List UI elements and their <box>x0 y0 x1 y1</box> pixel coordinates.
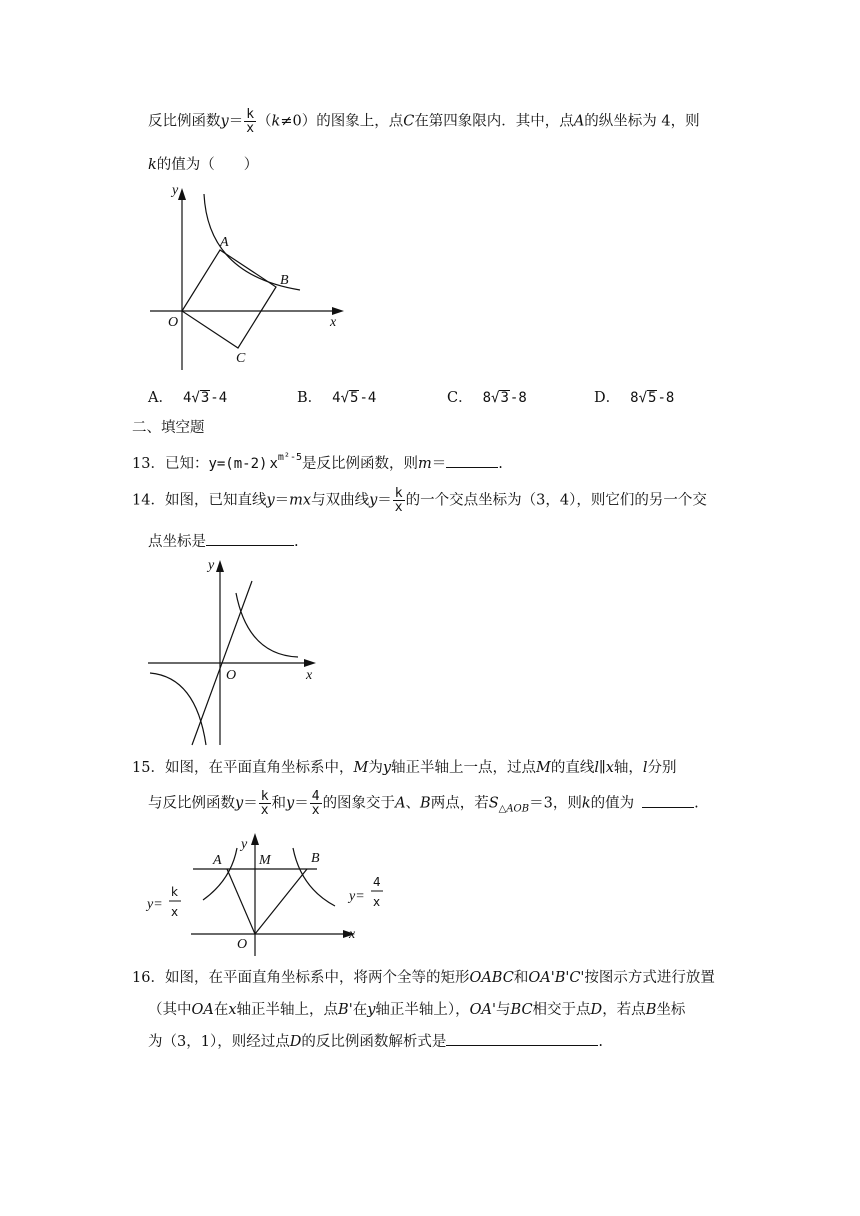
text: 的直线 <box>550 760 595 776</box>
point-b-prime: B' <box>338 1002 353 1018</box>
text: 轴， <box>613 760 643 776</box>
eq: ＝ <box>294 795 309 812</box>
text: 与双曲线 <box>311 492 370 509</box>
axis-y-label: y <box>172 183 179 198</box>
var-y: y <box>369 492 378 509</box>
question-14-line1 <box>132 487 707 514</box>
var-m: m <box>418 456 432 472</box>
var-b: B <box>420 795 431 812</box>
frac-den: x <box>311 803 320 818</box>
text: 为 <box>368 760 383 776</box>
fraction-k-over-x <box>393 487 405 514</box>
frac-num: 4 <box>311 789 320 804</box>
text: 与反比例函数 <box>148 795 235 812</box>
text: . <box>694 795 699 812</box>
eq: ＝ <box>431 456 447 472</box>
var-y: y <box>286 795 295 812</box>
question-16-line2 <box>148 998 685 1019</box>
text: . <box>598 1034 603 1050</box>
point-d: D <box>590 1002 603 1018</box>
rect-2: OA'B'C' <box>528 970 585 986</box>
text: 的纵坐标为 4，则 <box>584 113 700 130</box>
var-y: y <box>235 795 244 812</box>
point-d: D <box>289 1034 302 1050</box>
q15-figure <box>145 828 381 958</box>
text: 与 <box>496 1002 511 1018</box>
question-16-line3 <box>148 1030 603 1051</box>
question-15-line1 <box>132 756 677 777</box>
base: x <box>269 456 278 472</box>
text: ∥ <box>599 760 606 776</box>
text: 点坐标是 <box>148 534 206 550</box>
var-k: k <box>581 795 591 812</box>
option-b[interactable]: B． 4√5-4 <box>297 390 377 406</box>
seg-oa: OA <box>191 1002 214 1018</box>
option-a[interactable]: A． 4√3-4 <box>148 390 228 406</box>
frac-den: x <box>246 121 255 136</box>
radicand: 3 <box>200 390 210 406</box>
seg-oa-prime: OA' <box>469 1002 497 1018</box>
axis-x-label: x <box>349 927 356 942</box>
text: 是反比例函数，则 <box>302 456 418 472</box>
section-heading: 二、填空题 <box>132 420 205 436</box>
text: ，若点 <box>602 1002 646 1018</box>
rect-1: OABC <box>469 970 514 986</box>
text: . <box>498 456 503 472</box>
fraction-k-over-x <box>244 108 256 135</box>
exponent: m²-5 <box>277 452 302 464</box>
text: 和 <box>513 970 529 986</box>
text: （其中 <box>148 1002 192 1018</box>
option-c[interactable]: C． 8√3-8 <box>447 390 527 406</box>
var-k: k <box>271 113 281 130</box>
answer-blank[interactable] <box>206 531 294 546</box>
frac-den: x <box>260 803 269 818</box>
left-curve-den: x <box>171 905 179 919</box>
eq: ＝ <box>228 113 244 130</box>
var-y: y <box>266 492 275 509</box>
var-x: x <box>228 1002 237 1018</box>
radicand: 5 <box>350 390 359 406</box>
text: 在 <box>352 1002 368 1018</box>
var-y: y <box>220 113 229 130</box>
text: 的一个交点坐标为（3，4），则它们的另一个交 <box>405 492 707 509</box>
q12-figure <box>150 180 350 375</box>
point-a-label: A <box>213 853 222 868</box>
const: -4 <box>210 390 228 406</box>
point-b: B <box>645 1002 657 1018</box>
origin-label: O <box>168 315 179 330</box>
text: 的值为 <box>590 795 635 812</box>
axis-y-label: y <box>208 558 215 573</box>
question-15-line2 <box>148 790 699 817</box>
text: 的值为（ ） <box>156 157 259 173</box>
var-y: y <box>382 760 392 776</box>
q14-figure <box>148 555 323 747</box>
var-m: M <box>353 760 369 776</box>
point-b-label: B <box>311 851 320 866</box>
radicand: 3 <box>500 390 509 406</box>
answer-blank[interactable] <box>446 1031 598 1046</box>
text: 16．如图，在平面直角坐标系中，将两个全等的矩形 <box>132 970 470 986</box>
var-x: x <box>605 760 614 776</box>
option-label: D． <box>594 390 621 406</box>
option-label: B． <box>297 390 323 406</box>
right-curve-den: x <box>373 895 381 909</box>
question-14-line2 <box>148 530 299 551</box>
right-curve-label-y: y= <box>349 889 365 904</box>
point-b-label: B <box>280 273 289 288</box>
axis-y-label: y <box>241 837 248 852</box>
coef: 4 <box>332 390 341 406</box>
origin-label: O <box>226 668 237 683</box>
text: 分别 <box>647 760 677 776</box>
frac-num: k <box>394 486 403 501</box>
frac-den: x <box>394 500 403 515</box>
point-a: A <box>573 113 585 130</box>
text: 13．已知： <box>132 456 209 472</box>
text: ＝3，则 <box>529 795 582 812</box>
text: ≠0）的图象上，点 <box>280 113 404 130</box>
seg-bc: BC <box>510 1002 533 1018</box>
const: -8 <box>657 390 675 406</box>
text: 轴正半轴上）， <box>375 1002 470 1018</box>
question-16-line1 <box>132 966 715 987</box>
option-label: C． <box>447 390 473 406</box>
answer-blank[interactable] <box>642 793 694 808</box>
right-curve-num: 4 <box>373 875 381 889</box>
question-13 <box>132 452 503 473</box>
var-mx: mx <box>289 492 312 509</box>
text: 轴正半轴上，点 <box>236 1002 339 1018</box>
text: 轴正半轴上一点，过点 <box>391 760 537 776</box>
option-label: A． <box>148 390 173 406</box>
expr: y=(m-2) <box>208 456 268 472</box>
point-m-label: M <box>259 853 271 868</box>
q12-line2 <box>148 153 258 174</box>
text: 在第四象限内．其中，点 <box>414 113 574 130</box>
option-d[interactable]: D． 8√5-8 <box>594 390 675 406</box>
text: 相交于点 <box>532 1002 591 1018</box>
eq: ＝ <box>274 492 290 509</box>
const: -8 <box>509 390 527 406</box>
eq: ＝ <box>243 795 258 812</box>
text: 15．如图，在平面直角坐标系中， <box>132 760 354 776</box>
frac-num: k <box>246 107 255 122</box>
coef: 4 <box>182 390 192 406</box>
axis-x-label: x <box>330 315 337 330</box>
left-curve-num: k <box>171 885 178 899</box>
text: 为（3，1），则经过点 <box>148 1034 290 1050</box>
fraction-k-over-x <box>259 790 271 817</box>
var-k: k <box>148 157 157 173</box>
text: 两点，若 <box>430 795 489 812</box>
text: 和 <box>271 795 287 812</box>
coef: 8 <box>482 390 492 406</box>
axis-x-label: x <box>306 668 313 683</box>
point-a-label: A <box>220 235 229 250</box>
point-c-label: C <box>236 351 246 366</box>
var-y: y <box>367 1002 376 1018</box>
fraction-4-over-x <box>310 790 322 817</box>
text: 在 <box>213 1002 229 1018</box>
radicand: 5 <box>648 390 657 406</box>
var-m: M <box>536 760 551 776</box>
var-l: l <box>594 760 600 776</box>
text: 反比例函数 <box>148 113 221 130</box>
text: 的图象交于 <box>322 795 396 812</box>
eq: ＝ <box>377 492 392 509</box>
frac-num: k <box>260 789 269 804</box>
text: . <box>294 534 299 550</box>
subscript: △AOB <box>498 803 530 815</box>
text: 按图示方式进行放置 <box>584 970 715 986</box>
point-c: C <box>403 113 415 130</box>
const: -4 <box>359 390 377 406</box>
var-l: l <box>642 760 648 776</box>
coef: 8 <box>630 390 639 406</box>
q12-line1 <box>148 108 700 135</box>
var-s: S <box>488 795 499 812</box>
answer-blank[interactable] <box>446 453 498 468</box>
text: （ <box>257 113 272 130</box>
text: 14．如图，已知直线 <box>132 492 267 509</box>
text: 坐标 <box>656 1002 686 1018</box>
left-curve-label-y: y= <box>147 897 163 912</box>
text: 的反比例函数解析式是 <box>301 1034 447 1050</box>
text: 、 <box>405 795 421 812</box>
origin-label: O <box>237 937 248 952</box>
var-a: A <box>395 795 406 812</box>
